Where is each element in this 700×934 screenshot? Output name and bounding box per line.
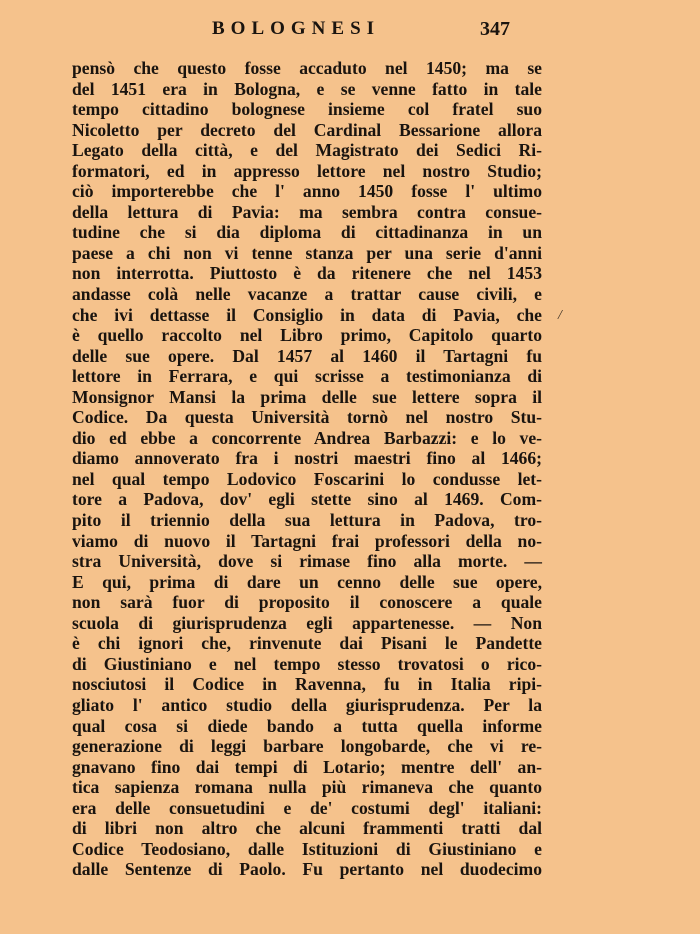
- page-number: 347: [480, 18, 510, 40]
- text-line: scuola di giurisprudenza egli appartenesse. — Non: [72, 612, 542, 633]
- text-line: gliato l' antico studio della giurisprudenza. Per la: [72, 694, 542, 715]
- text-line: stra Università, dove si rimase fino alla morte. —: [72, 551, 542, 572]
- text-line: tica sapienza romana nulla più rimaneva che quanto: [72, 777, 542, 798]
- text-line: nosciutosi il Codice in Ravenna, fu in Italia ripi-: [72, 674, 542, 695]
- text-line: dalle Sentenze di Paolo. Fu pertanto nel duodecimo: [72, 859, 542, 880]
- running-title: BOLOGNESI: [212, 18, 381, 39]
- text-line: lettore in Ferrara, e qui scrisse a testimonianza di: [72, 366, 542, 387]
- margin-mark: /: [558, 308, 562, 323]
- text-line: Legato della città, e del Magistrato dei Sedici Ri-: [72, 140, 542, 161]
- text-line: delle sue opere. Dal 1457 al 1460 il Tartagni fu: [72, 345, 542, 366]
- text-line: formatori, ed in appresso lettore nel nostro Studio;: [72, 160, 542, 181]
- text-line: Codice Teodosiano, dalle Istituzioni di Giustiniano e: [72, 838, 542, 859]
- text-line: diamo annoverato fra i nostri maestri fino al 1466;: [72, 448, 542, 469]
- text-line: viamo di nuovo il Tartagni frai professori della no-: [72, 530, 542, 551]
- text-line: dio ed ebbe a concorrente Andrea Barbazzi: e lo ve-: [72, 427, 542, 448]
- text-line: è quello raccolto nel Libro primo, Capitolo quarto: [72, 325, 542, 346]
- text-line: ciò importerebbe che l' anno 1450 fosse l' ultimo: [72, 181, 542, 202]
- text-line: della lettura di Pavia: ma sembra contra consue-: [72, 201, 542, 222]
- text-line: Monsignor Mansi la prima delle sue lettere sopra il: [72, 386, 542, 407]
- text-line: generazione di leggi barbare longobarde, che vi re-: [72, 736, 542, 757]
- text-line: che ivi dettasse il Consiglio in data di Pavia, che: [72, 304, 542, 325]
- text-line: Nicoletto per decreto del Cardinal Bessarione allora: [72, 119, 542, 140]
- text-line: di Giustiniano e nel tempo stesso trovatosi o rico-: [72, 653, 542, 674]
- running-head: [0, 18, 700, 48]
- text-line: paese a chi non vi tenne stanza per una serie d'anni: [72, 242, 542, 263]
- text-line: non interrotta. Piuttosto è da ritenere che nel 1453: [72, 263, 542, 284]
- text-line: gnavano fino dai tempi di Lotario; mentre dell' an-: [72, 756, 542, 777]
- text-line: tudine che si dia diploma di cittadinanza in un: [72, 222, 542, 243]
- text-line: è chi ignori che, rinvenute dai Pisani le Pandette: [72, 633, 542, 654]
- text-line: del 1451 era in Bologna, e se venne fatto in tale: [72, 78, 542, 99]
- text-line: tempo cittadino bolognese insieme col fratel suo: [72, 99, 542, 120]
- text-line: era delle consuetudini e de' costumi degl' italiani:: [72, 797, 542, 818]
- text-line: pito il triennio della sua lettura in Padova, tro-: [72, 510, 542, 531]
- text-line: E qui, prima di dare un cenno delle sue opere,: [72, 571, 542, 592]
- text-line: pensò che questo fosse accaduto nel 1450; ma se: [72, 58, 542, 78]
- text-line: Codice. Da questa Università tornò nel nostro Stu-: [72, 407, 542, 428]
- text-line: tore a Padova, dov' egli stette sino al 1469. Com-: [72, 489, 542, 510]
- text-line: di libri non altro che alcuni frammenti tratti dal: [72, 818, 542, 839]
- text-line: non sarà fuor di proposito il conoscere a quale: [72, 592, 542, 613]
- text-line: andasse colà nelle vacanze a trattar cause civili, e: [72, 284, 542, 305]
- text-line: qual cosa si diede bando a tutta quella informe: [72, 715, 542, 736]
- text-line: nel qual tempo Lodovico Foscarini lo condusse let-: [72, 468, 542, 489]
- text-body: [72, 58, 542, 880]
